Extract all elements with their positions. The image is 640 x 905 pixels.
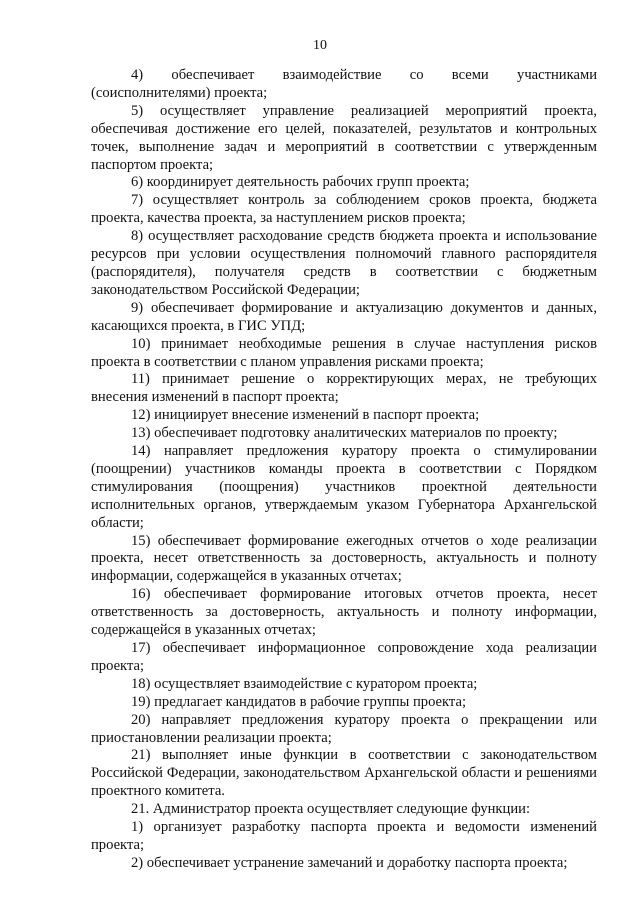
list-item: 21) выполняет иные функции в соответствии с законодательством Российской Федерации, законодательством Архангельской области и решениями проектного комитета. [91,747,597,800]
list-item: 1) организует разработку паспорта проекта и ведомости изменений проекта; [91,819,597,853]
list-item: 4) обеспечивает взаимодействие со всеми участниками (соисполнителями) проекта; [91,67,597,101]
list-item: 13) обеспечивает подготовку аналитических материалов по проекту; [131,425,558,442]
list-item: 17) обеспечивает информационное сопровождение хода реализации проекта; [91,640,597,674]
list-item: 6) координирует деятельность рабочих групп проекта; [131,174,470,191]
list-item: 12) инициирует внесение изменений в паспорт проекта; [131,407,480,424]
list-item: 16) обеспечивает формирование итоговых отчетов проекта, несет ответственность за достоверность, актуальность и полноту информации, содержащейся в указанных отчетах; [91,586,597,639]
list-item: 20) направляет предложения куратору проекта о прекращении или приостановлении реализации проекта; [91,711,597,746]
list-item: 8) осуществляет расходование средств бюджета проекта и использование ресурсов при условии осуществления полномочий главного распорядителя (распорядителя), получателя средств в соответствии с бюджетным законодательством Российской Федерации; [91,228,597,298]
list-item: 19) предлагает кандидатов в рабочие группы проекта; [131,693,467,710]
list-item: 5) осуществляет управление реализацией мероприятий проекта, обеспечивая достижение его целей, показателей, результатов и контрольных точек, выполнение задач и мероприятий в соответствии с утвержденным паспортом проекта; [91,102,597,173]
page-number: 10 [313,38,327,53]
list-item: 7) осуществляет контроль за соблюдением сроков проекта, бюджета проекта, качества проекта, за наступлением рисков проекта; [91,192,597,227]
list-item: 18) осуществляет взаимодействие с куратором проекта; [131,675,478,692]
list-item: 15) обеспечивает формирование ежегодных отчетов о ходе реализации проекта, несет ответственность за достоверность, актуальность и полноту информации, содержащейся в указанных отчетах; [91,532,597,585]
list-item: 14) направляет предложения куратору проекта о стимулировании (поощрении) участников команды проекта в соответствии с Порядком стимулирования (поощрения) участников проектной деятельности исполнительных органов, утверждаемым указом Губернатора Архангельской области; [91,443,597,531]
list-item: 10) принимает необходимые решения в случае наступления рисков проекта в соответствии с планом управления рисками проекта; [91,335,597,370]
list-item: 11) принимает решение о корректирующих мерах, не требующих внесения изменений в паспорт проекта; [91,371,597,406]
document-body [91,67,597,873]
section-heading: 21. Администратор проекта осуществляет следующие функции: [131,801,531,818]
list-item: 2) обеспечивает устранение замечаний и доработку паспорта проекта; [131,854,568,871]
list-item: 9) обеспечивает формирование и актуализацию документов и данных, касающихся проекта, в ГИС УПД; [91,299,597,334]
